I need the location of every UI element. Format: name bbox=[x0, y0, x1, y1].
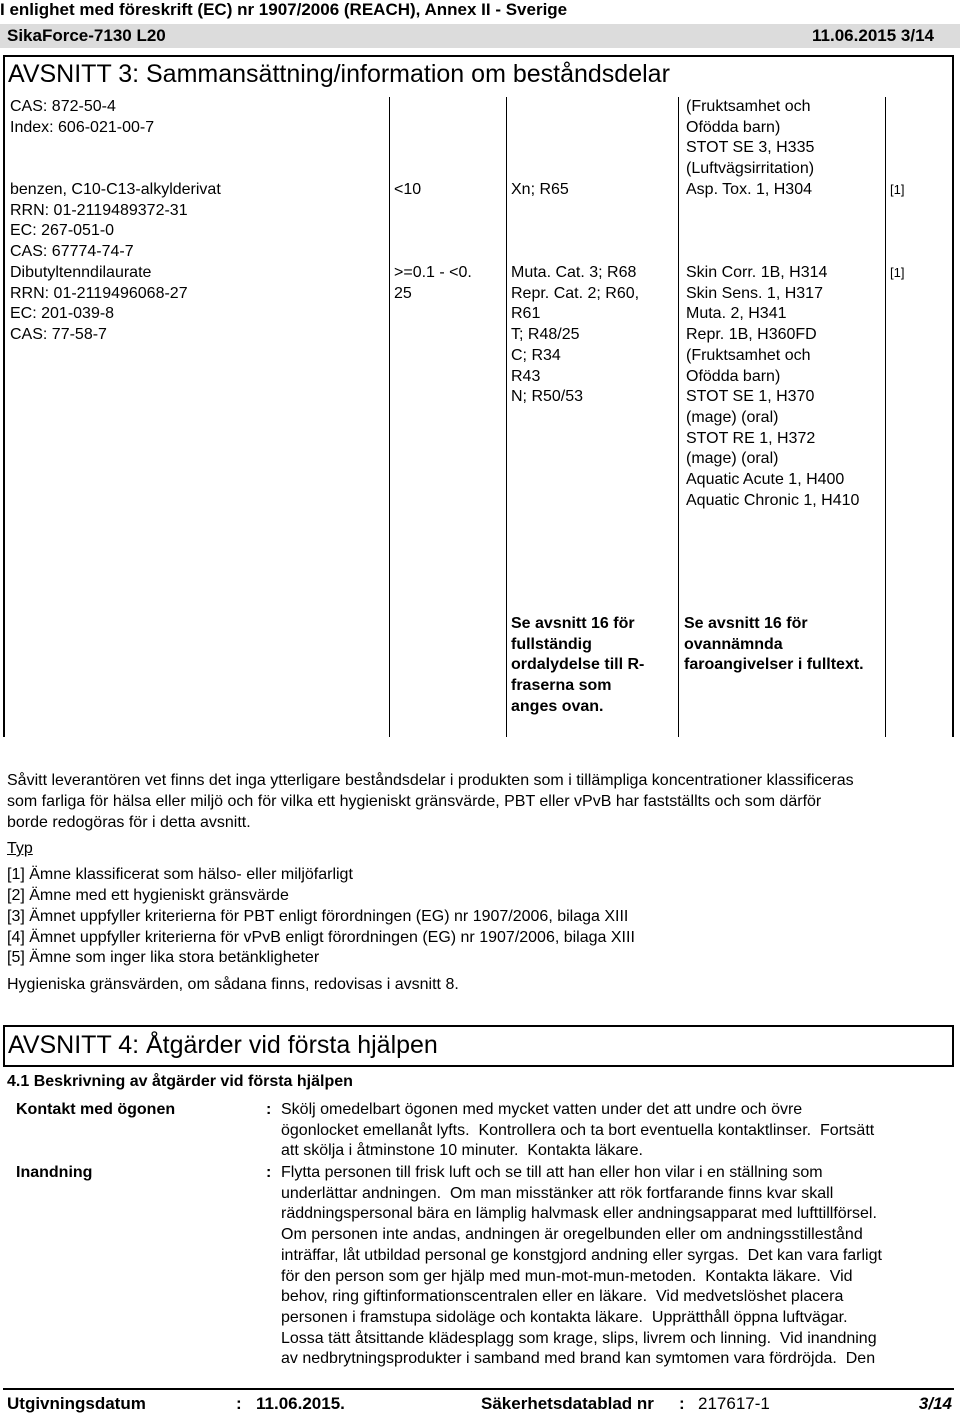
hygiene-note: Hygieniska gränsvärden, om sådana finns, redovisas i avsnitt 8. bbox=[7, 976, 459, 993]
r-phrases-note: Se avsnitt 16 för fullständig ordalydelse till R- fraserna som anges ovan. bbox=[511, 615, 645, 715]
additional-ingredients-paragraph: Såvitt leverantören vet finns det inga ytterligare beståndsdelar i produkten som i tillämpliga koncentrationer klassificeras som farliga för hälsa eller miljö och för vilka ett hygieniskt gränsvärde, PBT eller vPvB har fastställts och som därför borde redogöras för i detta avsnitt. bbox=[7, 772, 854, 831]
substance-identity: benzen, C10-C13-alkylderivat RRN: 01-2119489372-31 EC: 267-051-0 CAS: 67774-74-7 bbox=[10, 181, 221, 261]
type-legend-item: [3] Ämnet uppfyller kriterierna för PBT enligt förordningen (EG) nr 1907/2006, bilaga XIII bbox=[7, 908, 629, 925]
type-legend-item: [2] Ämne med ett hygieniskt gränsvärde bbox=[7, 887, 289, 904]
type-legend-item: [1] Ämne klassificerat som hälso- eller miljöfarligt bbox=[7, 866, 353, 883]
clp-classification: Skin Corr. 1B, H314 Skin Sens. 1, H317 Muta. 2, H341 Repr. 1B, H360FD (Fruktsamhet och Ofödda barn) STOT SE 1, H370 (mage) (oral) STOT RE 1, H372 (mage) (oral) Aquatic Acute 1, H400 Aquatic Chronic 1, H410 bbox=[686, 264, 860, 509]
issue-date-label: Utgivningsdatum bbox=[7, 1394, 146, 1413]
document-regulation-title: I enlighet med föreskrift (EC) nr 1907/2006 (REACH), Annex II - Sverige bbox=[0, 0, 568, 19]
section3-title: AVSNITT 3: Sammansättning/information om beståndsdelar bbox=[8, 60, 670, 88]
type-reference: [1] bbox=[890, 182, 905, 197]
eye-contact-label: Kontakt med ögonen bbox=[16, 1101, 176, 1118]
sds-number: 217617-1 bbox=[698, 1394, 770, 1413]
sds-number-label: Säkerhetsdatablad nr bbox=[481, 1394, 654, 1413]
type-legend-item: [4] Ämnet uppfyller kriterierna för vPvB enligt förordningen (EG) nr 1907/2006, bilaga XIII bbox=[7, 929, 635, 946]
footer-colon: : bbox=[679, 1394, 685, 1413]
eye-contact-text: Skölj omedelbart ögonen med mycket vatten under det att undre och övre ögonlocket emellanåt lyfts. Kontrollera och ta bort eventuella kontaktlinser. Fortsätt att skölja i åtminstone 10 minuter. Kontakta läkare. bbox=[281, 1101, 875, 1160]
page-number: 3/14 bbox=[918, 1394, 952, 1413]
footer-colon: : bbox=[236, 1394, 242, 1413]
table-divider bbox=[506, 97, 507, 737]
inhalation-text: Flytta personen till frisk luft och se till att han eller hon vilar i en ställning som underlättar andningen. Om man misstänker att rök fortfarande finns kvar skall räddningspersonal bära en lämplig halvmask eller andningsapparat med lufttillförsel. Om personen inte andas, andningen är oregelbunden eller om andningsstillestånd inträffar, låt utbildad personal ge konstgjord andning eller syrgas. Det kan vara farligt för den person som ger hjälp med mun-mot-mun-metoden. Kontakta läkare. Vid behov, ring giftinformationscentralen eller en läkare. Vid medvetslöshet placera personen i framstupa sidoläge och kontakta läkare. Upprätthåll öppna luftvägar. Lossa tätt åtsittande klädesplagg som krage, slips, livrem och linning. Vid inandning av nedbrytningsprodukter i samband med brand kan symtomen vara fördröjda. Den bbox=[281, 1164, 882, 1368]
h-statements-note: Se avsnitt 16 för ovannämnda faroangivelser i fulltext. bbox=[684, 615, 864, 674]
section4-title: AVSNITT 4: Åtgärder vid första hjälpen bbox=[8, 1031, 438, 1059]
label-colon: : bbox=[266, 1164, 272, 1181]
header-date-page: 11.06.2015 3/14 bbox=[812, 26, 934, 45]
clp-classification: Asp. Tox. 1, H304 bbox=[686, 181, 812, 198]
table-left-border bbox=[3, 97, 5, 737]
type-legend-item: [5] Ämne som inger lika stora betänkligheter bbox=[7, 949, 320, 966]
concentration: <10 bbox=[394, 181, 422, 198]
inhalation-label: Inandning bbox=[16, 1164, 93, 1181]
dsd-classification: Muta. Cat. 3; R68 Repr. Cat. 2; R60, R61 T; R48/25 C; R34 R43 N; R50/53 bbox=[511, 264, 640, 406]
substance-identity: Dibutyltenndilaurate RRN: 01-2119496068-27 EC: 201-039-8 CAS: 77-58-7 bbox=[10, 264, 188, 344]
clp-classification: (Fruktsamhet och Ofödda barn) STOT SE 3, H335 (Luftvägsirritation) bbox=[686, 98, 815, 178]
product-name: SikaForce-7130 L20 bbox=[7, 26, 166, 45]
type-legend-heading: Typ bbox=[7, 840, 33, 857]
table-divider bbox=[389, 97, 390, 737]
table-divider bbox=[885, 97, 886, 737]
table-divider bbox=[678, 97, 679, 737]
issue-date: 11.06.2015. bbox=[256, 1394, 345, 1413]
concentration: >=0.1 - <0. 25 bbox=[394, 264, 472, 302]
footer-divider bbox=[3, 1388, 954, 1390]
type-reference: [1] bbox=[890, 265, 905, 280]
dsd-classification: Xn; R65 bbox=[511, 181, 569, 198]
table-right-border bbox=[952, 97, 954, 737]
substance-identity: CAS: 872-50-4 Index: 606-021-00-7 bbox=[10, 98, 155, 136]
subsection-4-1-title: 4.1 Beskrivning av åtgärder vid första hjälpen bbox=[7, 1073, 353, 1090]
label-colon: : bbox=[266, 1101, 272, 1118]
